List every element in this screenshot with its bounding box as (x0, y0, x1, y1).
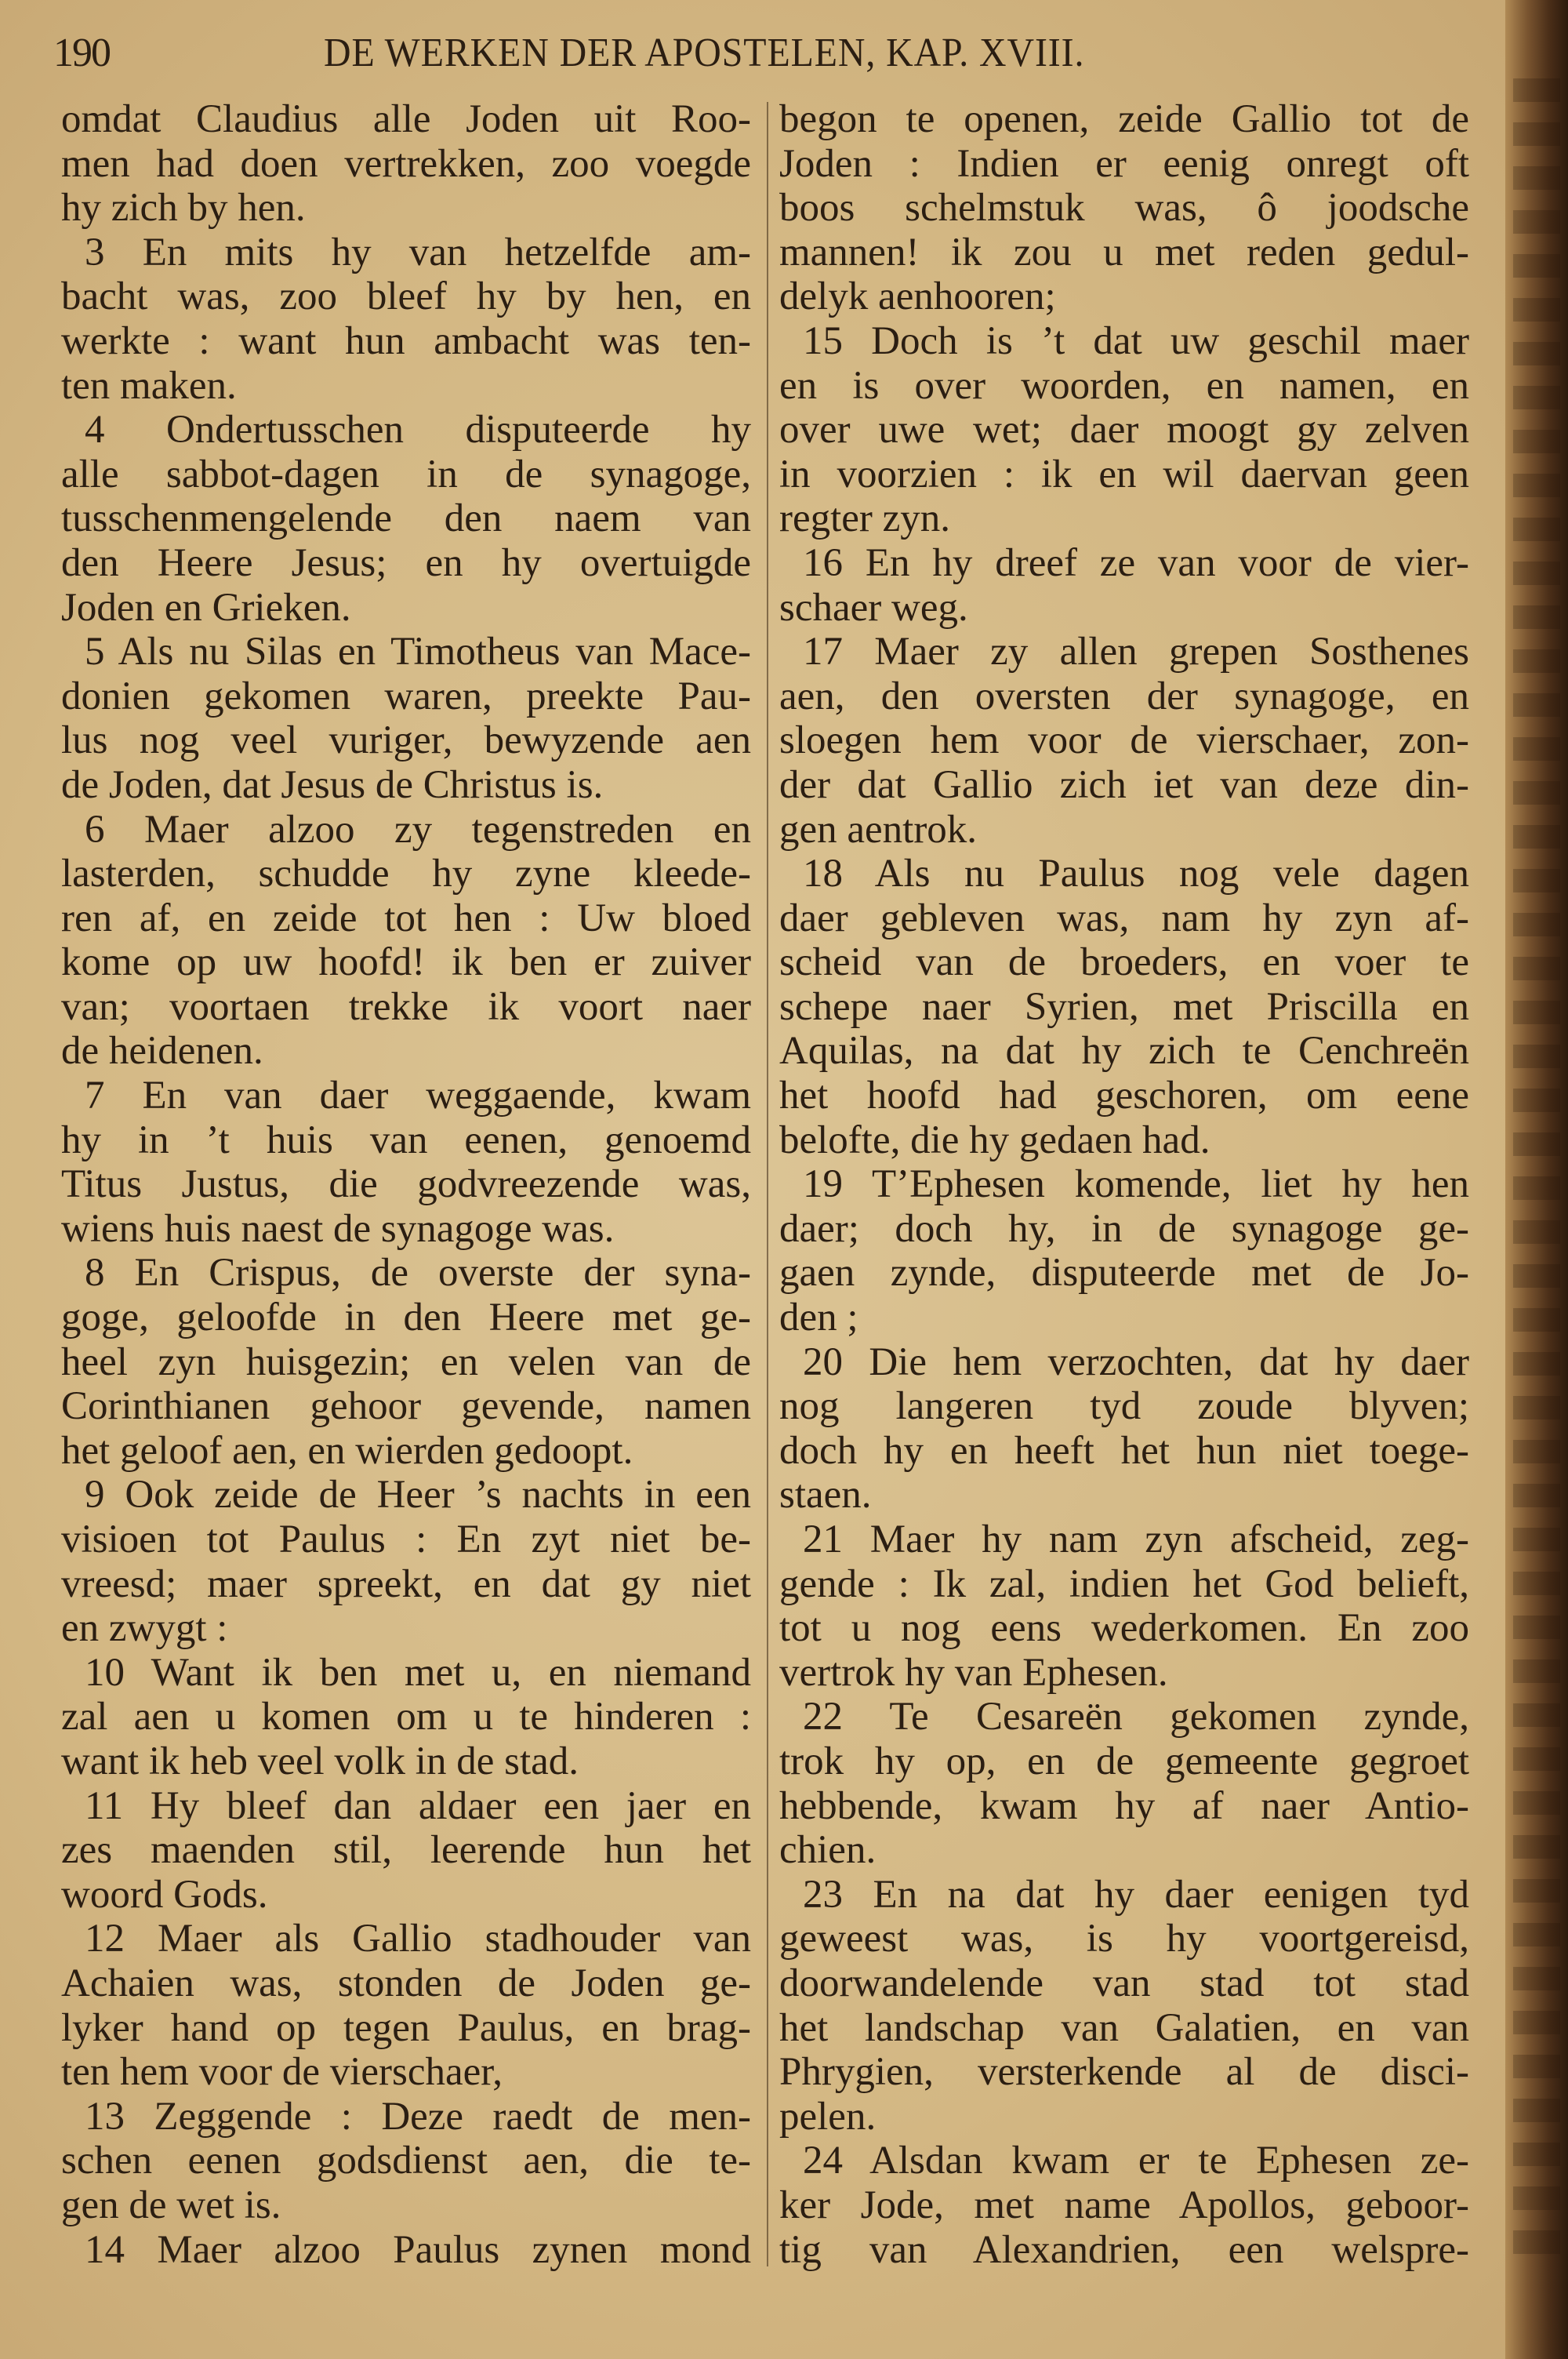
text-line: 9 Ook zeide de Heer ’s nachts in een (85, 1473, 751, 1518)
verse-paragraph (779, 1873, 1469, 2139)
text-line: scheid van de broeders, en voer te (779, 940, 1469, 985)
text-line: Corinthianen gehoor gevende, namen (61, 1384, 751, 1429)
text-line: ten maken. (61, 363, 237, 408)
text-line: 12 Maer als Gallio stadhouder van (85, 1917, 751, 1961)
text-line: 3 En mits hy van hetzelfde am- (85, 230, 751, 274)
text-line: ten hem voor de vierschaer, (61, 2050, 503, 2095)
text-line: 14 Maer alzoo Paulus zynen mond (85, 2227, 751, 2272)
text-line: de Joden, dat Jesus de Christus is. (61, 762, 604, 807)
text-line: 8 En Crispus, de overste der syna- (85, 1251, 751, 1296)
text-line: 23 En na dat hy daer eenigen tyd (803, 1872, 1469, 1917)
text-line: men had doen vertrekken, zoo voegde (61, 141, 751, 186)
column-divider (767, 102, 768, 2266)
text-line: schepe naer Syrien, met Priscilla en (779, 984, 1469, 1029)
verse-paragraph (61, 2228, 751, 2273)
text-line: 15 Doch is ’t dat uw geschil maer (803, 318, 1469, 363)
verse-paragraph (779, 1518, 1469, 1695)
text-line: vreesd; maer spreekt, en dat gy niet (61, 1561, 751, 1606)
text-line: 11 Hy bleef dan aldaer een jaer en (85, 1783, 751, 1828)
text-line: bacht was, zoo bleef hy by hen, en (61, 274, 751, 319)
text-line: nog langeren tyd zoude blyven; (779, 1384, 1469, 1429)
text-line: hy in ’t huis van eenen, genoemd (61, 1118, 751, 1162)
text-line: werkte : want hun ambacht was ten- (61, 318, 751, 363)
text-line: gende : Ik zal, indien het God belieft, (779, 1561, 1469, 1606)
text-line: 22 Te Cesareën gekomen zynde, (803, 1695, 1469, 1739)
text-line: gen de wet is. (61, 2183, 281, 2227)
text-line: het geloof aen, en wierden gedoopt. (61, 1428, 633, 1473)
verse-paragraph (779, 1695, 1469, 1872)
text-line: boos schelmstuk was, ô joodsche (779, 186, 1469, 231)
text-line: zal aen u komen om u te hinderen : (61, 1695, 751, 1739)
text-line: in voorzien : ik en wil daervan geen (779, 452, 1469, 496)
verse-paragraph (61, 408, 751, 630)
text-line: tot u nog eens wederkomen. En zoo (779, 1606, 1469, 1651)
verse-paragraph (779, 2139, 1469, 2272)
facing-page-text-fragment (1513, 78, 1560, 2274)
right-column (779, 97, 1469, 2272)
text-line: geweest was, is hy voortgereisd, (779, 1917, 1469, 1961)
text-line: doorwandelende van stad tot stad (779, 1961, 1469, 2005)
text-line: het hoofd had geschoren, om eene (779, 1074, 1469, 1118)
verse-paragraph (61, 1251, 751, 1473)
text-line: 5 Als nu Silas en Timotheus van Mace- (85, 630, 751, 674)
text-line: 20 Die hem verzochten, dat hy daer (803, 1339, 1469, 1384)
text-line: 19 T’Ephesen komende, liet hy hen (803, 1162, 1469, 1207)
verse-paragraph (779, 541, 1469, 630)
verse-paragraph (61, 1784, 751, 1917)
text-line: tig van Alexandrien, een welspre- (779, 2227, 1469, 2272)
text-line: ren af, en zeide tot hen : Uw bloed (61, 896, 751, 940)
verse-paragraph (61, 1074, 751, 1251)
verse-paragraph (61, 808, 751, 1074)
text-line: lasterden, schudde hy zyne kleede- (61, 852, 751, 896)
verse-paragraph (61, 231, 751, 408)
verse-paragraph (779, 319, 1469, 541)
verse-paragraph (61, 1473, 751, 1650)
verse-paragraph (779, 852, 1469, 1162)
text-line: 6 Maer alzoo zy tegenstreden en (85, 807, 751, 852)
page-number: 190 (53, 31, 110, 75)
text-line: vertrok hy van Ephesen. (779, 1650, 1168, 1695)
text-line: ker Jode, met name Apollos, geboor- (779, 2183, 1469, 2227)
text-line: chien. (779, 1828, 877, 1873)
text-line: staen. (779, 1473, 872, 1518)
text-line: sloegen hem voor de vierschaer, zon- (779, 718, 1469, 763)
text-line: Titus Justus, die godvreezende was, (61, 1162, 751, 1207)
text-line: 21 Maer hy nam zyn afscheid, zeg- (803, 1518, 1469, 1561)
text-line: 17 Maer zy allen grepen Sosthenes (803, 630, 1469, 674)
text-line: zes maenden stil, leerende hun het (61, 1828, 751, 1873)
verse-paragraph (61, 97, 751, 231)
text-line: goge, geloofde in den Heere met ge- (61, 1296, 751, 1340)
text-line: de heidenen. (61, 1029, 263, 1074)
text-line: pelen. (779, 2094, 877, 2139)
text-line: Aquilas, na dat hy zich te Cenchreën (779, 1029, 1469, 1074)
text-line: hebbende, kwam hy af naer Antio- (779, 1783, 1469, 1828)
text-line: schaer weg. (779, 585, 968, 630)
text-line: mannen! ik zou u met reden gedul- (779, 230, 1469, 274)
text-line: delyk aenhooren; (779, 274, 1056, 319)
verse-paragraph (779, 97, 1469, 319)
running-header (53, 30, 1229, 85)
text-line: wiens huis naest de synagoge was. (61, 1206, 615, 1251)
text-line: want ik heb veel volk in de stad. (61, 1739, 579, 1783)
text-line: van; voortaen trekke ik voort naer (61, 984, 751, 1029)
text-line: 10 Want ik ben met u, en niemand (85, 1650, 751, 1695)
text-line: over uwe wet; daer moogt gy zelven (779, 408, 1469, 453)
text-line: daer; doch hy, in de synagoge ge- (779, 1206, 1469, 1251)
text-line: en is over woorden, en namen, en (779, 363, 1469, 408)
text-line: 7 En van daer weggaende, kwam (85, 1074, 751, 1118)
running-title: DE WERKEN DER APOSTELEN, KAP. XVIII. (324, 31, 1085, 75)
text-line: Joden : Indien er eenig onregt oft (779, 141, 1469, 186)
verse-paragraph (779, 1162, 1469, 1339)
text-line: trok hy op, en de gemeente gegroet (779, 1739, 1469, 1783)
verse-paragraph (61, 630, 751, 807)
text-line: visioen tot Paulus : En zyt niet be- (61, 1518, 751, 1561)
verse-paragraph (779, 630, 1469, 852)
text-line: regter zyn. (779, 496, 951, 541)
text-line: daer gebleven was, nam hy zyn af- (779, 896, 1469, 940)
text-line: doch hy en heeft het hun niet toege- (779, 1428, 1469, 1473)
left-column (61, 97, 751, 2272)
text-line: den ; (779, 1296, 858, 1340)
verse-paragraph (61, 1917, 751, 2094)
text-line: Phrygien, versterkende al de disci- (779, 2050, 1469, 2095)
text-line: alle sabbot-dagen in de synagoge, (61, 452, 751, 496)
text-line: 16 En hy dreef ze van voor de vier- (803, 540, 1469, 585)
text-line: der dat Gallio zich iet van deze din- (779, 762, 1469, 807)
text-line: omdat Claudius alle Joden uit Roo- (61, 97, 751, 141)
text-line: 24 Alsdan kwam er te Ephesen ze- (803, 2139, 1469, 2183)
text-line: aen, den oversten der synagoge, en (779, 674, 1469, 718)
text-line: donien gekomen waren, preekte Pau- (61, 674, 751, 718)
text-line: Joden en Grieken. (61, 585, 351, 630)
text-line: en zwygt : (61, 1606, 228, 1651)
verse-paragraph (61, 2095, 751, 2228)
text-line: lus nog veel vuriger, bewyzende aen (61, 718, 751, 763)
text-line: 13 Zeggende : Deze raedt de men- (85, 2094, 751, 2139)
text-line: gaen zynde, disputeerde met de Jo- (779, 1251, 1469, 1296)
verse-paragraph (61, 1651, 751, 1784)
text-line: lyker hand op tegen Paulus, en brag- (61, 2005, 751, 2050)
text-line: hy zich by hen. (61, 186, 306, 231)
text-line: Achaien was, stonden de Joden ge- (61, 1961, 751, 2005)
text-line: begon te openen, zeide Gallio tot de (779, 97, 1469, 141)
text-line: tusschenmengelende den naem van (61, 496, 751, 541)
text-line: den Heere Jesus; en hy overtuigde (61, 540, 751, 585)
text-line: 4 Ondertusschen disputeerde hy (85, 408, 751, 453)
text-line: kome op uw hoofd! ik ben er zuiver (61, 940, 751, 985)
text-line: woord Gods. (61, 1872, 268, 1917)
text-line: belofte, die hy gedaen had. (779, 1118, 1210, 1162)
text-line: gen aentrok. (779, 807, 978, 852)
text-line: heel zyn huisgezin; en velen van de (61, 1339, 751, 1384)
book-binding-edge (1505, 0, 1568, 2359)
text-line: schen eenen godsdienst aen, die te- (61, 2139, 751, 2183)
text-line: het landschap van Galatien, en van (779, 2005, 1469, 2050)
verse-paragraph (779, 1340, 1469, 1518)
text-line: 18 Als nu Paulus nog vele dagen (803, 852, 1469, 896)
